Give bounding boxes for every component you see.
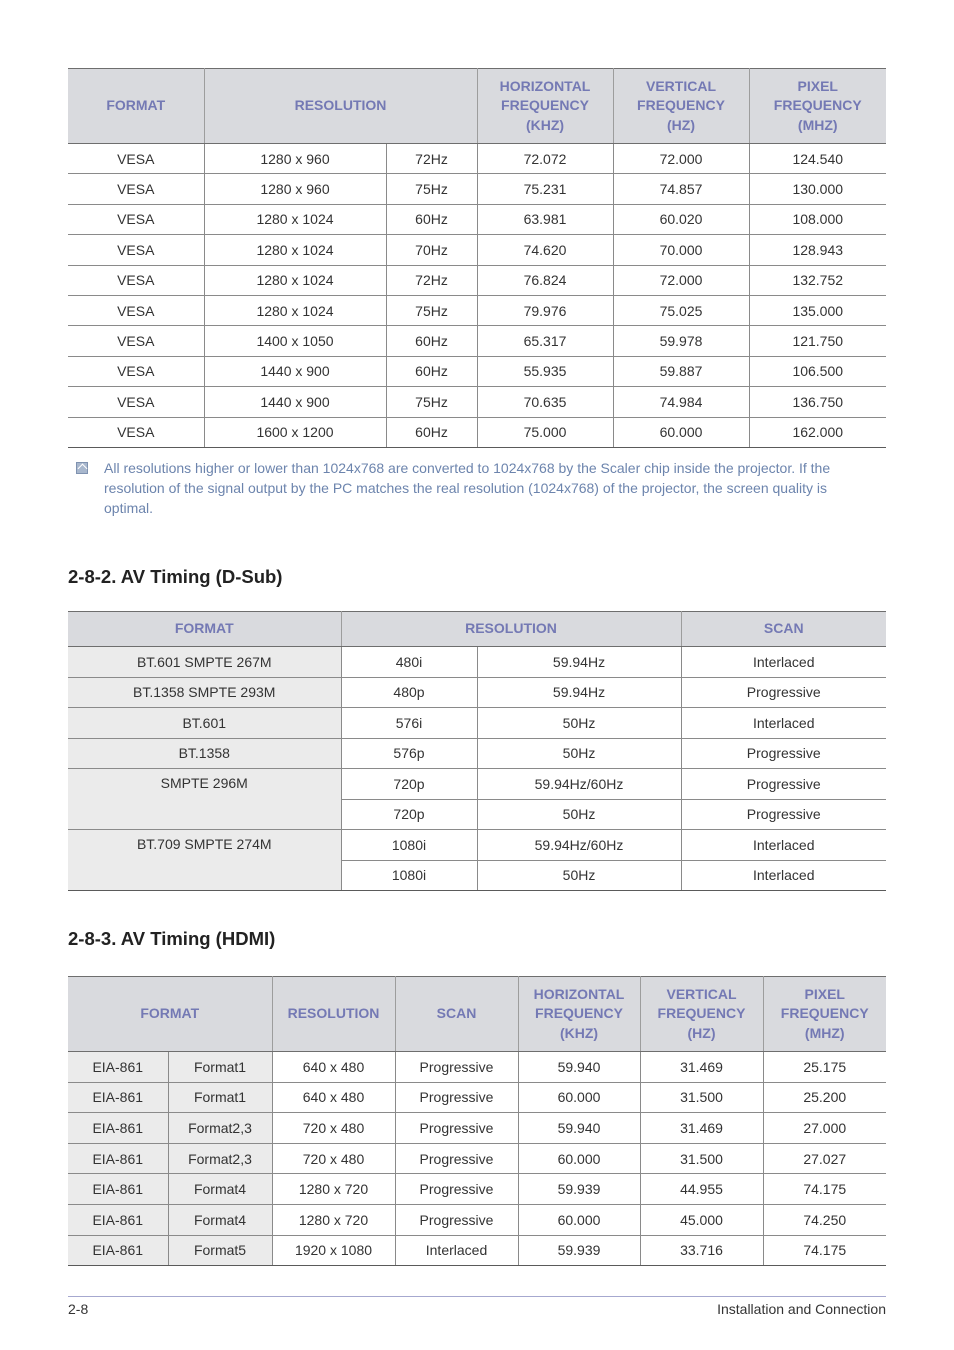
cell-scan: Interlaced (681, 708, 886, 739)
cell-vertical: 75.025 (613, 295, 749, 325)
vesa-timing-table (68, 68, 886, 448)
table-row (68, 1235, 886, 1266)
cell-horizontal: 60.000 (518, 1082, 640, 1113)
cell-resolution: 720p (341, 769, 477, 800)
cell-horizontal: 76.824 (477, 265, 613, 295)
cell-refresh: 60Hz (386, 417, 477, 447)
cell-horizontal: 74.620 (477, 235, 613, 265)
cell-vertical: 45.000 (640, 1204, 763, 1235)
cell-vertical: 31.469 (640, 1113, 763, 1144)
header-format: FORMAT (68, 977, 272, 1052)
header-line: (MHZ) (804, 1024, 845, 1041)
cell-pixel: 106.500 (749, 356, 886, 386)
cell-horizontal: 65.317 (477, 326, 613, 356)
table-header-row (68, 612, 886, 647)
cell-standard: EIA-861 (68, 1204, 168, 1235)
header-line: FREQUENCY (501, 97, 589, 114)
cell-scan: Progressive (395, 1113, 518, 1144)
cell-pixel: 74.250 (763, 1204, 886, 1235)
cell-horizontal: 59.940 (518, 1052, 640, 1083)
cell-resolution: 720 x 480 (272, 1143, 395, 1174)
header-resolution: RESOLUTION (204, 69, 477, 144)
table-row (68, 326, 886, 356)
cell-refresh: 60Hz (386, 326, 477, 356)
cell-pixel: 132.752 (749, 265, 886, 295)
cell-horizontal: 79.976 (477, 295, 613, 325)
cell-standard: EIA-861 (68, 1174, 168, 1205)
header-horizontal-frequency (518, 977, 640, 1052)
cell-scan: Progressive (395, 1143, 518, 1174)
header-pixel-frequency (749, 69, 886, 144)
cell-standard: EIA-861 (68, 1052, 168, 1083)
cell-pixel: 108.000 (749, 204, 886, 234)
cell-refresh: 60Hz (386, 356, 477, 386)
table-row (68, 769, 886, 800)
cell-frequency: 59.94Hz (477, 647, 681, 678)
cell-vertical: 74.984 (613, 387, 749, 417)
header-line: FREQUENCY (780, 1005, 869, 1022)
cell-pixel: 128.943 (749, 235, 886, 265)
cell-scan: Interlaced (395, 1235, 518, 1266)
cell-standard: EIA-861 (68, 1082, 168, 1113)
header-line: VERTICAL (646, 77, 716, 94)
cell-vertical: 72.000 (613, 144, 749, 174)
cell-format: VESA (68, 174, 204, 204)
header-resolution: RESOLUTION (341, 612, 681, 647)
cell-frequency: 59.94Hz/60Hz (477, 769, 681, 800)
table-row (68, 387, 886, 417)
cell-vertical: 31.469 (640, 1052, 763, 1083)
cell-standard: EIA-861 (68, 1235, 168, 1266)
cell-vertical: 70.000 (613, 235, 749, 265)
header-line: (HZ) (667, 116, 695, 133)
cell-resolution: 1080i (341, 860, 477, 891)
header-line: PIXEL (804, 985, 845, 1002)
cell-horizontal: 55.935 (477, 356, 613, 386)
cell-pixel: 135.000 (749, 295, 886, 325)
cell-scan: Progressive (395, 1204, 518, 1235)
chapter-title: Installation and Connection (717, 1301, 886, 1317)
header-vertical-frequency (613, 69, 749, 144)
cell-horizontal: 60.000 (518, 1204, 640, 1235)
cell-pixel: 136.750 (749, 387, 886, 417)
section-title-dsub: 2-8-2. AV Timing (D-Sub) (68, 566, 283, 587)
cell-format: BT.601 SMPTE 267M (68, 647, 341, 678)
cell-format: Format5 (168, 1235, 272, 1266)
cell-horizontal: 59.939 (518, 1235, 640, 1266)
cell-refresh: 72Hz (386, 144, 477, 174)
table-row (68, 174, 886, 204)
page-number: 2-8 (68, 1301, 89, 1317)
cell-refresh: 75Hz (386, 387, 477, 417)
header-line: FREQUENCY (773, 97, 862, 114)
table-row (68, 830, 886, 861)
cell-horizontal: 75.000 (477, 417, 613, 447)
cell-frequency: 59.94Hz (477, 677, 681, 708)
table-row (68, 235, 886, 265)
cell-vertical: 59.887 (613, 356, 749, 386)
cell-resolution: 1280 x 1024 (204, 295, 386, 325)
cell-resolution: 1280 x 720 (272, 1174, 395, 1205)
cell-pixel: 27.027 (763, 1143, 886, 1174)
cell-format: BT.709 SMPTE 274M (68, 830, 341, 891)
cell-frequency: 50Hz (477, 738, 681, 769)
header-line: FREQUENCY (535, 1005, 623, 1022)
header-horizontal-frequency (477, 69, 613, 144)
cell-format: VESA (68, 356, 204, 386)
table-row (68, 417, 886, 447)
header-line: (HZ) (687, 1024, 716, 1041)
cell-format: VESA (68, 417, 204, 447)
cell-resolution: 640 x 480 (272, 1052, 395, 1083)
header-resolution: RESOLUTION (272, 977, 395, 1052)
cell-scan: Progressive (395, 1082, 518, 1113)
header-line: PIXEL (797, 77, 838, 94)
cell-pixel: 74.175 (763, 1174, 886, 1205)
section-title-hdmi: 2-8-3. AV Timing (HDMI) (68, 928, 276, 949)
cell-resolution: 1280 x 960 (204, 144, 386, 174)
cell-pixel: 74.175 (763, 1235, 886, 1266)
cell-horizontal: 59.939 (518, 1174, 640, 1205)
cell-pixel: 25.175 (763, 1052, 886, 1083)
table-header-row (68, 977, 886, 1052)
cell-scan: Progressive (395, 1174, 518, 1205)
cell-format: SMPTE 296M (68, 769, 341, 830)
cell-format: BT.1358 (68, 738, 341, 769)
table-header-row (68, 69, 886, 144)
cell-resolution: 1280 x 960 (204, 174, 386, 204)
cell-resolution: 480p (341, 677, 477, 708)
cell-resolution: 1600 x 1200 (204, 417, 386, 447)
av-timing-hdmi-table (68, 976, 886, 1266)
cell-vertical: 33.716 (640, 1235, 763, 1266)
cell-refresh: 75Hz (386, 295, 477, 325)
cell-horizontal: 60.000 (518, 1143, 640, 1174)
cell-pixel: 124.540 (749, 144, 886, 174)
table-row (68, 1174, 886, 1205)
cell-format: VESA (68, 387, 204, 417)
cell-format: Format4 (168, 1204, 272, 1235)
header-scan: SCAN (681, 612, 886, 647)
cell-standard: EIA-861 (68, 1143, 168, 1174)
cell-resolution: 1440 x 900 (204, 387, 386, 417)
cell-vertical: 59.978 (613, 326, 749, 356)
cell-vertical: 60.000 (613, 417, 749, 447)
cell-format: Format4 (168, 1174, 272, 1205)
cell-horizontal: 75.231 (477, 174, 613, 204)
header-line: (MHZ) (797, 116, 838, 133)
table-row (68, 1113, 886, 1144)
cell-resolution: 480i (341, 647, 477, 678)
header-line: (KHZ) (525, 116, 565, 133)
cell-format: Format2,3 (168, 1113, 272, 1144)
cell-scan: Interlaced (681, 647, 886, 678)
cell-pixel: 25.200 (763, 1082, 886, 1113)
cell-format: VESA (68, 295, 204, 325)
cell-format: Format1 (168, 1052, 272, 1083)
cell-resolution: 1440 x 900 (204, 356, 386, 386)
cell-frequency: 59.94Hz/60Hz (477, 830, 681, 861)
cell-vertical: 31.500 (640, 1143, 763, 1174)
table-row (68, 144, 886, 174)
cell-format: Format1 (168, 1082, 272, 1113)
cell-resolution: 720 x 480 (272, 1113, 395, 1144)
table-row (68, 1204, 886, 1235)
cell-resolution: 576i (341, 708, 477, 739)
footer-rule (68, 1296, 886, 1297)
cell-scan: Progressive (681, 738, 886, 769)
cell-vertical: 31.500 (640, 1082, 763, 1113)
header-pixel-frequency (763, 977, 886, 1052)
cell-format: VESA (68, 144, 204, 174)
cell-resolution: 576p (341, 738, 477, 769)
cell-format: VESA (68, 235, 204, 265)
cell-pixel: 162.000 (749, 417, 886, 447)
cell-vertical: 72.000 (613, 265, 749, 295)
cell-scan: Interlaced (681, 860, 886, 891)
header-line: VERTICAL (666, 985, 737, 1002)
cell-scan: Interlaced (681, 830, 886, 861)
cell-resolution: 1280 x 1024 (204, 235, 386, 265)
cell-standard: EIA-861 (68, 1113, 168, 1144)
table-row (68, 265, 886, 295)
cell-format: BT.1358 SMPTE 293M (68, 677, 341, 708)
table-row (68, 1143, 886, 1174)
cell-resolution: 1280 x 1024 (204, 204, 386, 234)
table-row (68, 677, 886, 708)
table-row (68, 204, 886, 234)
table-row (68, 295, 886, 325)
cell-scan: Progressive (681, 769, 886, 800)
header-format: FORMAT (68, 69, 204, 144)
table-row (68, 738, 886, 769)
cell-frequency: 50Hz (477, 799, 681, 830)
cell-frequency: 50Hz (477, 708, 681, 739)
cell-pixel: 27.000 (763, 1113, 886, 1144)
cell-horizontal: 72.072 (477, 144, 613, 174)
cell-vertical: 74.857 (613, 174, 749, 204)
cell-frequency: 50Hz (477, 860, 681, 891)
cell-resolution: 1920 x 1080 (272, 1235, 395, 1266)
cell-format: VESA (68, 265, 204, 295)
header-format: FORMAT (68, 612, 341, 647)
cell-resolution: 720p (341, 799, 477, 830)
table-row (68, 708, 886, 739)
table-row (68, 356, 886, 386)
cell-resolution: 1080i (341, 830, 477, 861)
header-line: FREQUENCY (657, 1005, 746, 1022)
cell-resolution: 640 x 480 (272, 1082, 395, 1113)
header-line: (KHZ) (559, 1024, 599, 1041)
cell-horizontal: 63.981 (477, 204, 613, 234)
note-icon (76, 462, 88, 474)
cell-pixel: 130.000 (749, 174, 886, 204)
cell-horizontal: 70.635 (477, 387, 613, 417)
cell-vertical: 44.955 (640, 1174, 763, 1205)
cell-refresh: 70Hz (386, 235, 477, 265)
cell-scan: Progressive (395, 1052, 518, 1083)
cell-resolution: 1280 x 1024 (204, 265, 386, 295)
cell-resolution: 1400 x 1050 (204, 326, 386, 356)
cell-refresh: 60Hz (386, 204, 477, 234)
table-row (68, 1052, 886, 1083)
cell-refresh: 72Hz (386, 265, 477, 295)
table-row (68, 1082, 886, 1113)
cell-scan: Progressive (681, 799, 886, 830)
cell-format: BT.601 (68, 708, 341, 739)
cell-resolution: 1280 x 720 (272, 1204, 395, 1235)
header-line: FREQUENCY (637, 97, 725, 114)
cell-scan: Progressive (681, 677, 886, 708)
header-vertical-frequency (640, 977, 763, 1052)
header-line: HORIZONTAL (499, 77, 591, 94)
av-timing-dsub-table (68, 611, 886, 891)
table-row (68, 647, 886, 678)
resolution-note: All resolutions higher or lower than 1024x768 are converted to 1024x768 by the Scaler chip inside the projector. If the resolution of the signal output by the PC matches the real resolution (1024x768) of the projector, the screen quality is optimal. (104, 460, 831, 516)
header-scan: SCAN (395, 977, 518, 1052)
cell-horizontal: 59.940 (518, 1113, 640, 1144)
header-line: HORIZONTAL (533, 985, 625, 1002)
cell-refresh: 75Hz (386, 174, 477, 204)
cell-format: VESA (68, 204, 204, 234)
cell-vertical: 60.020 (613, 204, 749, 234)
cell-format: Format2,3 (168, 1143, 272, 1174)
cell-format: VESA (68, 326, 204, 356)
cell-pixel: 121.750 (749, 326, 886, 356)
